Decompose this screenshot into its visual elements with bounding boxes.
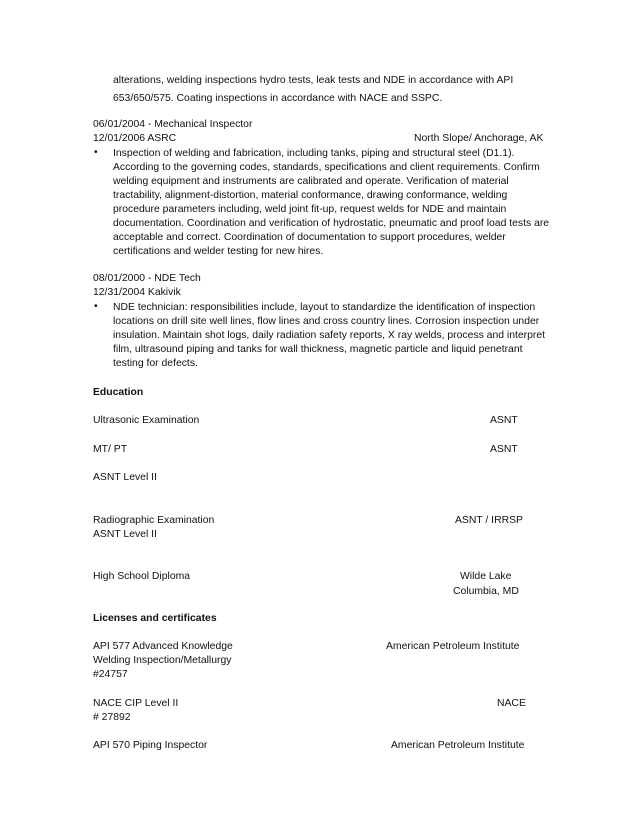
job2-desc-line-1: NDE technician: responsibilities include, layout to standardize the identification of inspection [113,302,536,313]
job1-desc-line-6: documentation. Coordination and verification of hydrostatic, pneumatic and proof load tests are [113,218,550,229]
job2-end-company: 12/31/2004 Kakivik [93,287,181,298]
licenses-heading: Licenses and certificates [93,613,217,624]
license-item-left: NACE CIP Level II [93,698,179,709]
intro-line-1: alterations, welding inspections hydro tests, leak tests and NDE in accordance with API [113,75,514,86]
job1-start-title: 06/01/2004 - Mechanical Inspector [93,119,253,130]
bullet-icon: • [94,147,98,158]
license-item-left: API 577 Advanced Knowledge [93,641,233,652]
education-item-left: MT/ PT [93,444,128,455]
intro-line-2: 653/650/575. Coating inspections in accordance with NACE and SSPC. [113,93,443,104]
job2-desc-line-4: film, ultrasound piping and tanks for wall thickness, magnetic particle and liquid penetrant [113,344,523,355]
license-item-left: API 570 Piping Inspector [93,740,208,751]
job1-desc-line-4: tractability, alignment-distortion, material conformance, drawing conformance, welding [113,190,508,201]
education-item-right: Columbia, MD [453,586,519,597]
education-item-left: High School Diploma [93,571,191,582]
job1-desc-line-8: certifications and welder testing for new hires. [113,246,324,257]
license-item-right: NACE [497,698,526,709]
license-item-left: #24757 [93,669,128,680]
job1-desc-line-5: procedure parameters including, weld joint fit-up, request welds for NDE and maintain [113,204,507,215]
education-item-left: ASNT Level II [93,529,157,540]
education-item-left: ASNT Level II [93,472,157,483]
education-item-right: Wilde Lake [460,571,512,582]
job1-desc-line-7: acceptable and correct. Coordination of documentation to support procedures, welder [113,232,506,243]
education-item-right: ASNT [490,444,518,455]
license-item-left: Welding Inspection/Metallurgy [93,655,232,666]
license-item-right: American Petroleum Institute [386,641,520,652]
education-item-left: Ultrasonic Examination [93,415,200,426]
education-item-right: ASNT [490,415,518,426]
education-item-left: Radiographic Examination [93,515,215,526]
license-item-right: American Petroleum Institute [391,740,525,751]
job1-end-company: 12/01/2006 ASRC [93,133,177,144]
job1-desc-line-2: According to the governing codes, standards, specifications and client requirements. Confirm [113,162,540,173]
job2-desc-line-5: testing for defects. [113,358,198,369]
license-item-left: # 27892 [93,712,131,723]
job2-start-title: 08/01/2000 - NDE Tech [93,273,201,284]
job1-desc-line-3: welding equipment and instruments are calibrated and operate. Verification of material [113,176,509,187]
job1-location: North Slope/ Anchorage, AK [414,133,544,144]
education-item-right: ASNT / IRRSP [455,515,523,526]
job1-desc-line-1: Inspection of welding and fabrication, including tanks, piping and structural steel (D1.1). [113,148,515,159]
job2-desc-line-3: insulation. Maintain shot logs, daily radiation safety reports, X ray welds, process and interpret [113,330,546,341]
job2-desc-line-2: locations on drill site well lines, flow lines and cross country lines. Corrosion inspection under [113,316,540,327]
bullet-icon: • [94,301,98,312]
education-heading: Education [93,387,144,398]
